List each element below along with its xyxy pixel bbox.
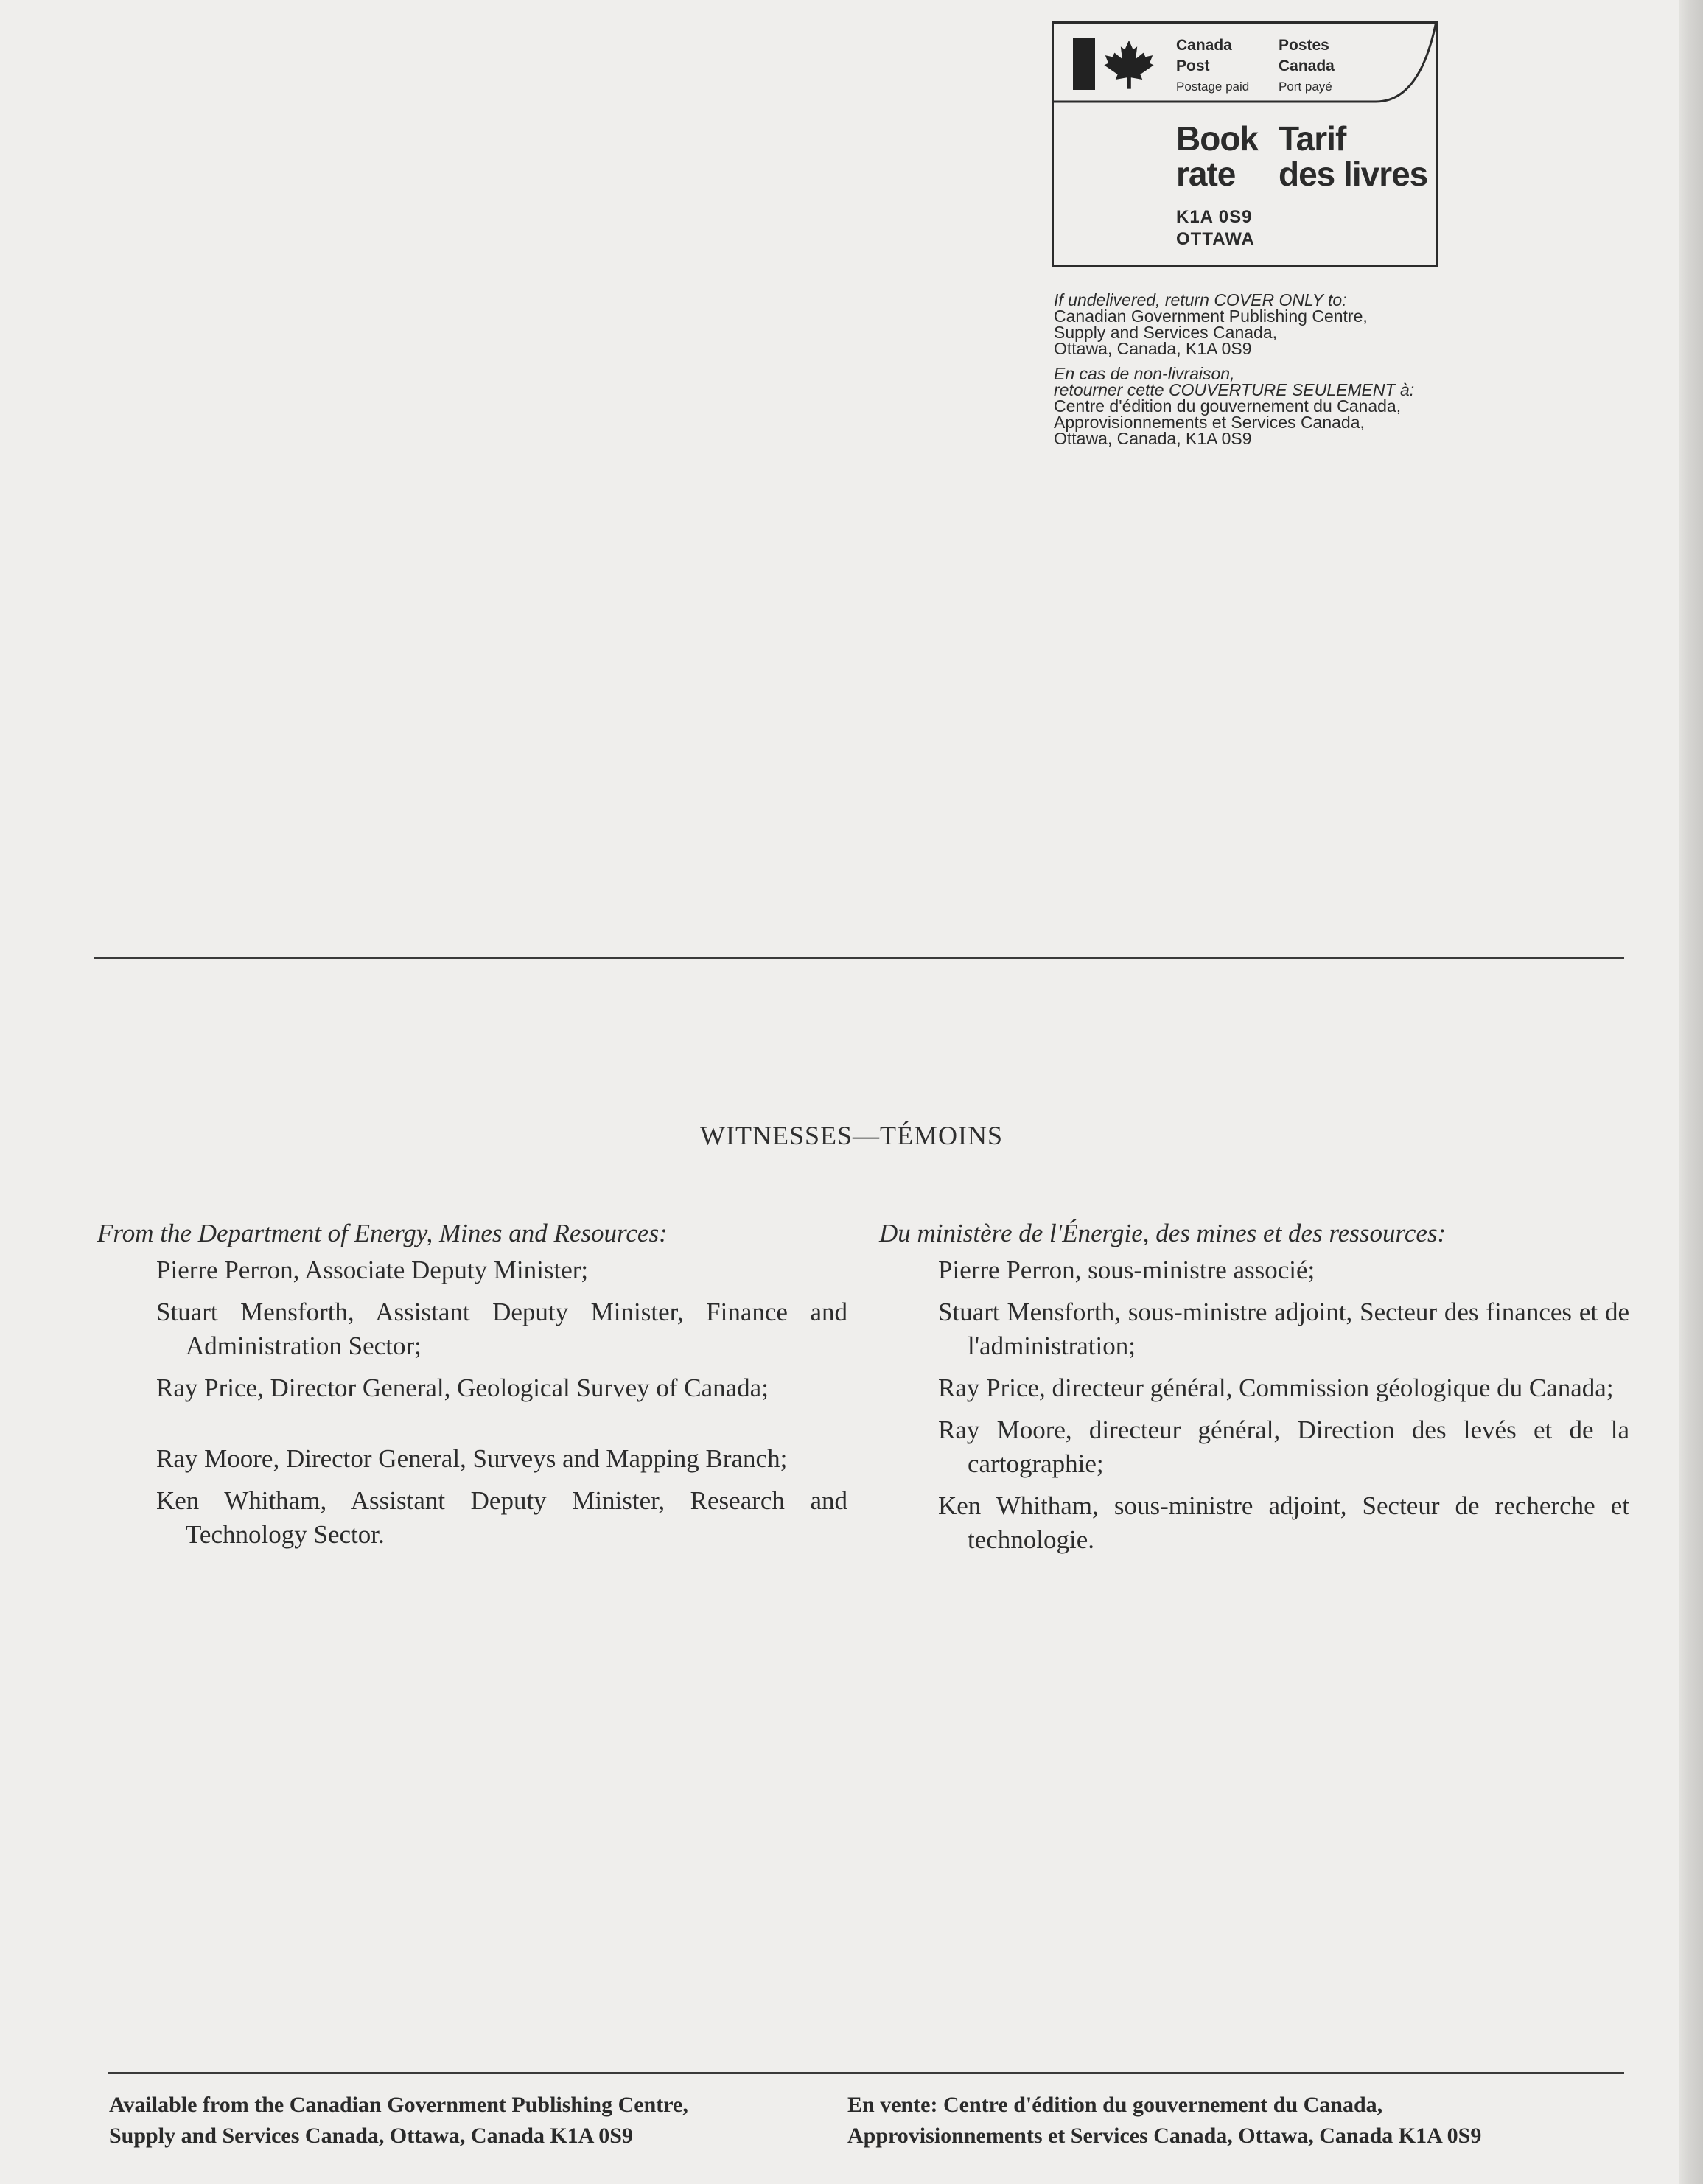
page-edge-shadow xyxy=(1679,0,1703,2184)
divider-bottom xyxy=(108,2072,1624,2074)
return-fr-line1: En cas de non-livraison, xyxy=(1054,364,1235,383)
tarif-livres-line1: Tarif xyxy=(1279,119,1346,158)
footer-french-line1: En vente: Centre d'édition du gouvernement du Canada, xyxy=(847,2093,1383,2117)
canada-post-fr-line2: Canada xyxy=(1279,57,1335,74)
footer-english xyxy=(109,2090,688,2152)
witness-entry: Stuart Mensforth, Assistant Deputy Minister, Finance and Administration Sector; xyxy=(156,1298,847,1360)
witnesses-english-column xyxy=(97,1217,847,1560)
footer-english-line1: Available from the Canadian Government Publishing Centre, xyxy=(109,2093,688,2117)
witnesses-english-heading: From the Department of Energy, Mines and Resources: xyxy=(97,1219,668,1247)
witness-entry: Ray Price, Director General, Geological Survey of Canada; xyxy=(156,1373,769,1402)
witness-entry: Ray Moore, directeur général, Direction des levés et de la cartographie; xyxy=(938,1415,1629,1478)
return-fr-line5: Ottawa, Canada, K1A 0S9 xyxy=(1054,429,1252,448)
canada-post-en-line1: Canada xyxy=(1176,37,1232,54)
return-fr-line2: retourner cette COUVERTURE SEULEMENT à: xyxy=(1054,380,1415,399)
port-paye-label: Port payé xyxy=(1279,80,1332,94)
maple-leaf-icon xyxy=(1103,37,1155,91)
return-address xyxy=(1054,292,1584,455)
indicia-address xyxy=(1176,206,1255,251)
witness-entry: Pierre Perron, Associate Deputy Minister; xyxy=(156,1256,589,1284)
witnesses-french-heading: Du ministère de l'Énergie, des mines et des ressources: xyxy=(879,1219,1447,1247)
witness-entry: Stuart Mensforth, sous-ministre adjoint, Secteur des finances et de l'administration; xyxy=(938,1298,1629,1360)
footer-english-line2: Supply and Services Canada, Ottawa, Canada K1A 0S9 xyxy=(109,2124,633,2148)
witness-entry: Ken Whitham, Assistant Deputy Minister, Research and Technology Sector. xyxy=(156,1486,847,1549)
tarif-livres-label xyxy=(1279,121,1427,192)
witness-entry: Ray Price, directeur général, Commission géologique du Canada; xyxy=(938,1373,1614,1402)
canada-post-fr-line1: Postes xyxy=(1279,37,1329,54)
footer-french-line2: Approvisionnements et Services Canada, Ottawa, Canada K1A 0S9 xyxy=(847,2124,1482,2148)
return-address-fr xyxy=(1054,365,1584,447)
witnesses-title: WITNESSES—TÉMOINS xyxy=(700,1121,1003,1150)
postage-paid-label: Postage paid xyxy=(1176,80,1250,94)
witness-entry: Pierre Perron, sous-ministre associé; xyxy=(938,1256,1315,1284)
return-fr-line4: Approvisionnements et Services Canada, xyxy=(1054,413,1365,432)
footer-french xyxy=(847,2090,1481,2152)
canada-post-en xyxy=(1176,35,1249,97)
return-fr-line3: Centre d'édition du gouvernement du Canada, xyxy=(1054,396,1402,416)
indicia-city: OTTAWA xyxy=(1176,229,1255,249)
indicia-postal-code: K1A 0S9 xyxy=(1176,207,1253,227)
canada-flag-bar xyxy=(1073,38,1095,90)
canada-post-fr xyxy=(1279,35,1335,97)
return-en-line4: Ottawa, Canada, K1A 0S9 xyxy=(1054,339,1252,358)
return-address-en xyxy=(1054,292,1584,357)
witness-entry: Ray Moore, Director General, Surveys and Mapping Branch; xyxy=(156,1444,788,1473)
return-en-line1: If undelivered, return COVER ONLY to: xyxy=(1054,290,1347,309)
book-rate-label xyxy=(1176,121,1258,192)
book-rate-line2: rate xyxy=(1176,155,1236,193)
witness-entry: Ken Whitham, sous-ministre adjoint, Secteur de recherche et technologie. xyxy=(938,1491,1629,1554)
canada-post-en-line2: Post xyxy=(1176,57,1210,74)
return-en-line2: Canadian Government Publishing Centre, xyxy=(1054,307,1368,326)
witnesses-french-column xyxy=(879,1217,1629,1565)
return-en-line3: Supply and Services Canada, xyxy=(1054,323,1278,342)
divider-top xyxy=(94,957,1624,959)
book-rate-line1: Book xyxy=(1176,119,1258,158)
postage-indicia xyxy=(1052,21,1438,267)
tarif-livres-line2: des livres xyxy=(1279,155,1428,193)
